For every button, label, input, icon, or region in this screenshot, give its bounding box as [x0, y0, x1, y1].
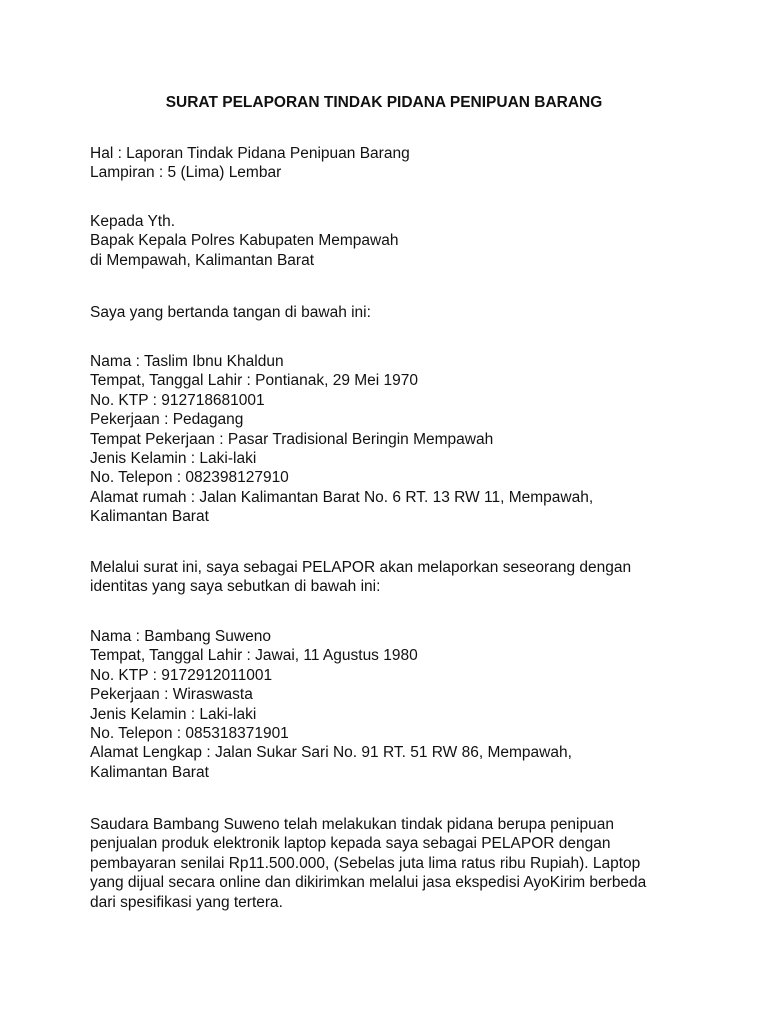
reported-line: Nama : Bambang Suweno	[90, 628, 271, 645]
reported-line: Alamat Lengkap : Jalan Sukar Sari No. 91 RT. 51 RW 86, Mempawah,	[90, 744, 572, 762]
intro-text: Saya yang bertanda tangan di bawah ini:	[90, 304, 371, 321]
reported-line: Pekerjaan : Wiraswasta	[90, 686, 253, 704]
reporter-identity-block	[90, 352, 690, 527]
attachment-line: Lampiran : 5 (Lima) Lembar	[90, 164, 282, 182]
incident-line: penjualan produk elektronik laptop kepada saya sebagai PELAPOR dengan	[90, 835, 611, 853]
reporter-line: Tempat Pekerjaan : Pasar Tradisional Beringin Mempawah	[90, 430, 494, 448]
reporter-line: Jenis Kelamin : Laki-laki	[90, 449, 257, 467]
subject-block	[90, 144, 690, 183]
reporter-line: Tempat, Tanggal Lahir : Pontianak, 29 Mei 1970	[90, 372, 419, 390]
statement-line: Melalui surat ini, saya sebagai PELAPOR akan melaporkan seseorang dengan	[90, 559, 632, 576]
reporter-line: No. KTP : 912718681001	[90, 391, 265, 409]
reporter-line: Pekerjaan : Pedagang	[90, 411, 244, 429]
addressee-line: Bapak Kepala Polres Kabupaten Mempawah	[90, 232, 399, 250]
reported-line: Kalimantan Barat	[90, 763, 209, 781]
addressee-line: di Mempawah, Kalimantan Barat	[90, 251, 315, 269]
incident-line: pembayaran senilai Rp11.500.000, (Sebelas juta lima ratus ribu Rupiah). Laptop	[90, 854, 641, 872]
document-title: SURAT PELAPORAN TINDAK PIDANA PENIPUAN BARANG	[165, 94, 603, 111]
reported-line: Tempat, Tanggal Lahir : Jawai, 11 Agustus 1980	[90, 647, 418, 665]
reported-line: No. Telepon : 085318371901	[90, 724, 289, 742]
reporter-line: Nama : Taslim Ibnu Khaldun	[90, 353, 284, 370]
reported-line: No. KTP : 9172912011001	[90, 666, 273, 684]
incident-line: yang dijual secara online dan dikirimkan melalui jasa ekspedisi AyoKirim berbeda	[90, 874, 647, 892]
addressee-block	[90, 212, 690, 270]
reported-identity-block	[90, 627, 690, 782]
statement-line: identitas yang saya sebutkan di bawah ini:	[90, 578, 381, 596]
addressee-line: Kepada Yth.	[90, 213, 176, 230]
reporter-line: No. Telepon : 082398127910	[90, 469, 289, 487]
incident-paragraph	[90, 815, 690, 912]
statement-block	[90, 558, 690, 597]
reporter-line: Kalimantan Barat	[90, 508, 209, 526]
subject-line: Hal : Laporan Tindak Pidana Penipuan Barang	[90, 145, 410, 162]
incident-line: dari spesifikasi yang tertera.	[90, 893, 283, 911]
incident-line: Saudara Bambang Suweno telah melakukan tindak pidana berupa penipuan	[90, 816, 614, 833]
intro-block	[90, 303, 690, 322]
reporter-line: Alamat rumah : Jalan Kalimantan Barat No. 6 RT. 13 RW 11, Mempawah,	[90, 488, 594, 506]
reported-line: Jenis Kelamin : Laki-laki	[90, 705, 257, 723]
